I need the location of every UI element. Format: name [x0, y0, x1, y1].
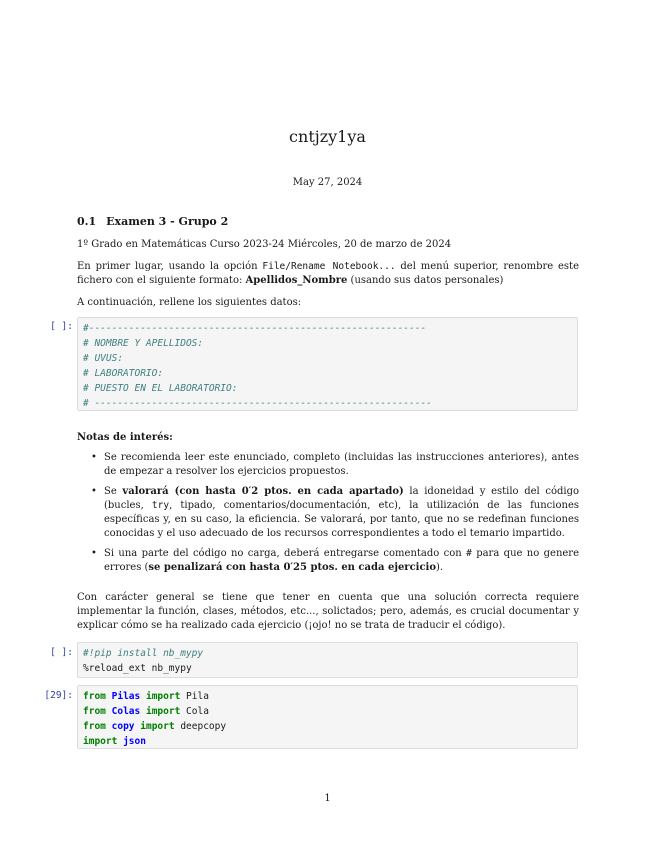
text: # [466, 548, 472, 559]
text: Se recomienda leer este enunciado, completo (incluidas las instrucciones anteriores), antes de empezar a resolver los ejercicios propuestos. [104, 452, 579, 477]
general-note: Con carácter general se tiene que tener en cuenta que una solución correcta requiere implementar la función, clases, métodos, etc..., solictados; pero, además, es crucial documentar y explicar cómo se ha realizado cada ejercicio (¡ojo! no se trata de traducir el código). [77, 592, 579, 631]
text: En primer lugar, usando la opción [77, 261, 263, 272]
code-line: #----------------------------------------------------------- [83, 323, 427, 334]
import-name: Pila [186, 691, 209, 702]
text: del menú superior, renombre este fichero con el siguiente formato: [77, 261, 579, 286]
keyword: from [83, 691, 106, 702]
keyword: from [83, 721, 106, 732]
module-name: json [123, 736, 146, 747]
text: valorará (con hasta 0′2 ptos. en cada apartado) [122, 486, 404, 497]
list-item [77, 485, 579, 541]
import-name: Cola [186, 706, 209, 717]
code-line [83, 734, 572, 749]
menu-path-code: File/Rename Notebook... [262, 261, 396, 272]
text: Se [104, 486, 123, 497]
keyword: from [83, 706, 106, 717]
module-name: copy [111, 721, 135, 732]
document-date: May 27, 2024 [292, 177, 363, 188]
module-name: Pilas [111, 691, 141, 702]
keyword: import [145, 691, 181, 702]
cell-prompt: [29]: [44, 690, 73, 701]
code-line [83, 719, 572, 734]
code-cell-mypy[interactable] [77, 642, 578, 678]
text: (usando sus datos personales) [347, 275, 504, 286]
code-line: %reload_ext nb_mypy [83, 663, 192, 674]
notes-list [77, 451, 579, 581]
section-heading [77, 215, 228, 228]
intro-line: 1º Grado en Matemáticas Curso 2023-24 Miércoles, 20 de marzo de 2024 [77, 239, 452, 250]
text: se penalizará con hasta 0′25 ptos. en cada ejercicio [148, 562, 437, 573]
import-name: deepcopy [180, 721, 227, 732]
document-title: cntjzy1ya [289, 127, 366, 146]
cell-prompt: [ ]: [50, 647, 73, 658]
list-item [77, 451, 579, 479]
code-line [83, 689, 572, 704]
page-number: 1 [324, 793, 331, 804]
code-line: #!pip install nb_mypy [83, 648, 204, 659]
code-line: # ----------------------------------------------------------- [83, 398, 432, 409]
cell-prompt: [ ]: [50, 321, 73, 332]
bullet-icon: • [91, 452, 97, 463]
text: ). [436, 562, 444, 573]
code-line [83, 704, 572, 719]
fill-data-instruction: A continuación, rellene los siguientes datos: [77, 297, 302, 308]
rename-instructions [77, 260, 579, 288]
code-line: # NOMBRE Y APELLIDOS: [83, 338, 204, 349]
section-number: 0.1 [77, 215, 97, 228]
text: la idoneidad y estilo del código (bucles, [104, 486, 579, 511]
text: Si una parte del código no carga, deberá entregarse comentado con [104, 548, 467, 559]
filename-format: Apellidos_Nombre [245, 275, 348, 286]
code-line: # PUESTO EN EL LABORATORIO: [83, 383, 238, 394]
code-line: # LABORATORIO: [83, 368, 164, 379]
module-name: Colas [111, 706, 141, 717]
section-title: Examen 3 - Grupo 2 [106, 215, 229, 228]
list-item [77, 547, 579, 575]
bullet-icon: • [91, 548, 97, 559]
keyword: import [145, 706, 181, 717]
text: , tipado, comentarios/documentación, etc), la utilización de las funciones específicas y, en su caso, la eficiencia. Se valorará, por tanto, que no se redefinan funciones conocidas y el uso adecuado de los recursos correspondientes a todo el temario impartido. [104, 500, 579, 539]
keyword: import [140, 721, 175, 732]
text: try [151, 500, 170, 511]
code-line: # UVUS: [83, 353, 124, 364]
code-cell-student-data[interactable] [77, 317, 578, 411]
keyword: import [83, 736, 118, 747]
bullet-icon: • [91, 486, 97, 497]
text: para que no genere errores ( [104, 548, 579, 573]
code-cell-imports[interactable] [77, 685, 578, 749]
notes-heading: Notas de interés: [77, 432, 173, 443]
